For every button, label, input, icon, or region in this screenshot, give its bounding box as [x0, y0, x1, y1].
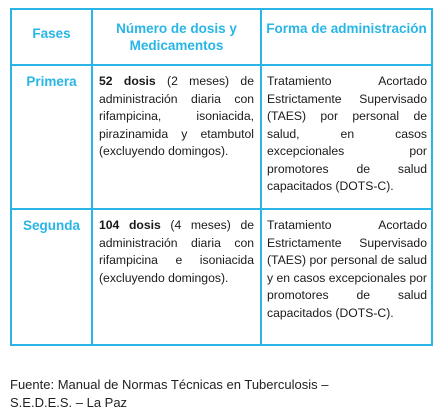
administration-cell: [262, 210, 431, 344]
table-row: [12, 208, 431, 344]
dose-details: (4 meses) de administración diaria con rifampicina e isoniacida (excluyendo domingos).: [99, 218, 254, 285]
dose-cell: [93, 66, 262, 208]
phase-cell: [12, 66, 93, 208]
dose-details: (2 meses) de administración diaria con rifampicina, isoniacida, pirazinamida y etambutol (excluyendo domingos).: [99, 74, 254, 158]
header-cell-doses: [93, 10, 262, 64]
dose-count: 52 dosis: [99, 74, 156, 88]
header-administration: Forma de administración: [266, 21, 427, 36]
header-phases: Fases: [32, 26, 71, 41]
header-cell-phases: [12, 10, 93, 64]
dose-text: [93, 66, 260, 161]
source-note: [10, 376, 328, 412]
source-line-2: S.E.D.E.S. – La Paz: [10, 395, 128, 410]
source-line-1: Fuente: Manual de Normas Técnicas en Tuberculosis –: [10, 377, 329, 392]
phase-cell: [12, 210, 93, 344]
dose-text: [93, 210, 260, 287]
header-doses: Número de dosis y Medicamentos: [116, 21, 237, 53]
administration-cell: [262, 66, 431, 208]
phase-label: Segunda: [22, 218, 80, 233]
dose-count: 104 dosis: [99, 218, 161, 232]
table-header-row: [12, 10, 431, 64]
administration-text: Tratamiento Acortado Estrictamente Supervisado (TAES) por personal de salud, en casos excepcionales por promotores de salud capacitados (DOTS-C).: [267, 74, 427, 193]
administration-text: Tratamiento Acortado Estrictamente Supervisado (TAES) por personal de salud y en casos excepcionales por promotores de salud capacitados (DOTS-C).: [267, 218, 427, 320]
dose-cell: [93, 210, 262, 344]
treatment-table: [10, 8, 433, 346]
phase-label: Primera: [26, 74, 77, 89]
table-row: [12, 64, 431, 208]
header-cell-administration: [262, 10, 431, 64]
